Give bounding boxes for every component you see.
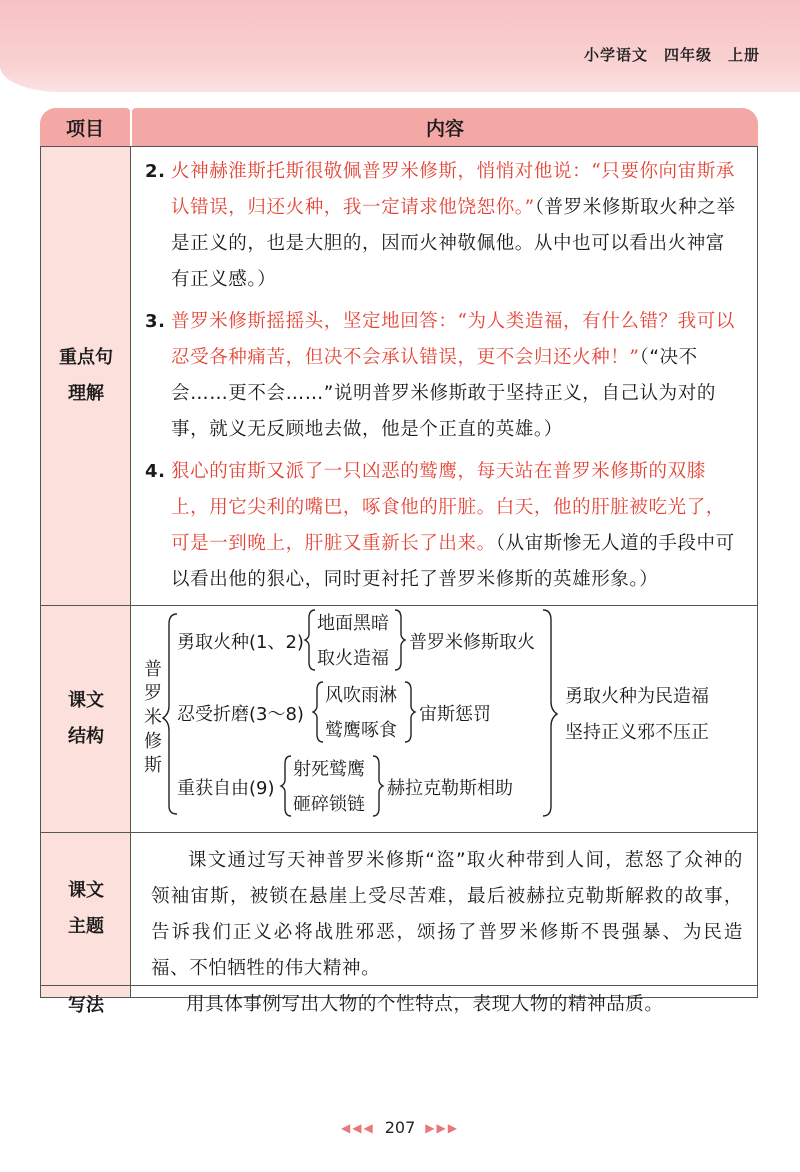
structure-cell <box>133 606 757 831</box>
section-title-2: 忍受折磨(3～8) <box>177 704 304 725</box>
sentence-item-2: 2. 火神赫淮斯托斯很敬佩普罗米修斯，悄悄对他说：“只要你向宙斯承认错误，归还火种，我一定请求他饶恕你。”（普罗米修斯取火种之举是正义的，也是大胆的，因而火神敬佩他。从中也可以看出火神富有正义感。） <box>145 161 736 290</box>
page-footer <box>0 1118 800 1137</box>
section-sub-3b: 砸碎锁链 <box>293 794 365 815</box>
label-method: 写法 <box>68 995 104 1016</box>
arrow-left-icon: ◀◀◀ <box>341 1120 375 1135</box>
section-sub-2a: 风吹雨淋 <box>325 685 397 706</box>
summary-line-1: 勇取火种为民造福 <box>565 686 709 707</box>
section-sub-1b: 取火造福 <box>317 648 389 669</box>
sentence-item-3: 3. 普罗米修斯摇摇头，坚定地回答：“为人类造福，有什么错？我可以忍受各种痛苦，但决不会承认错误，更不会归还火种！”（“决不会……更不会……”说明普罗米修斯敢于坚持正义，自己认为对的事，就义无反顾地去做，他是个正直的英雄。） <box>145 311 735 440</box>
section-result-2: 宙斯惩罚 <box>419 704 491 725</box>
header-item: 项目 <box>40 108 130 146</box>
section-title-3: 重获自由(9) <box>177 778 275 799</box>
section-sub-1a: 地面黑暗 <box>317 613 389 634</box>
book-label: 小学语文 四年级 上册 <box>583 46 760 64</box>
method-cell <box>132 984 756 1026</box>
page-number: 207 <box>384 1118 416 1137</box>
sentence-item-4: 4. 狠心的宙斯又派了一只凶恶的鹫鹰，每天站在普罗米修斯的双膝上，用它尖利的嘴巴，啄食他的肝脏。白天，他的肝脏被吃光了，可是一到晚上，肝脏又重新长了出来。（从宙斯惨无人道的手段中可以看出他的狠心，同时更衬托了普罗米修斯的英雄形象。） <box>145 461 735 590</box>
section-sub-2b: 鹫鹰啄食 <box>325 720 397 741</box>
label-structure: 课文 结构 <box>68 689 104 747</box>
method-text: 用具体事例写出人物的个性特点，表现人物的精神品质。 <box>186 994 664 1015</box>
structure-diagram <box>133 606 757 831</box>
key-sentences-cell <box>133 154 757 598</box>
label-key-sentences: 重点句 理解 <box>59 347 113 404</box>
section-sub-3a: 射死鹫鹰 <box>293 759 365 780</box>
section-result-3: 赫拉克勒斯相助 <box>387 778 513 799</box>
arrow-right-icon: ▶▶▶ <box>425 1120 459 1135</box>
label-theme: 课文 主题 <box>68 879 104 937</box>
header-content: 内容 <box>132 108 758 146</box>
section-title-1: 勇取火种(1、2) <box>177 632 304 653</box>
summary-line-2: 坚持正义邪不压正 <box>565 722 709 743</box>
root-name: 普罗米修斯 <box>144 659 162 776</box>
section-result-1: 普罗米修斯取火 <box>409 632 535 653</box>
theme-cell <box>133 833 757 987</box>
theme-text: 课文通过写天神普罗米修斯“盗”取火种带到人间，惹怒了众神的领袖宙斯，被锁在悬崖上受尽苦难，最后被赫拉克勒斯解救的故事，告诉我们正义必将战胜邪恶，颂扬了普罗米修斯不畏强暴、为民造福、不怕牺牲的伟大精神。 <box>151 850 743 979</box>
